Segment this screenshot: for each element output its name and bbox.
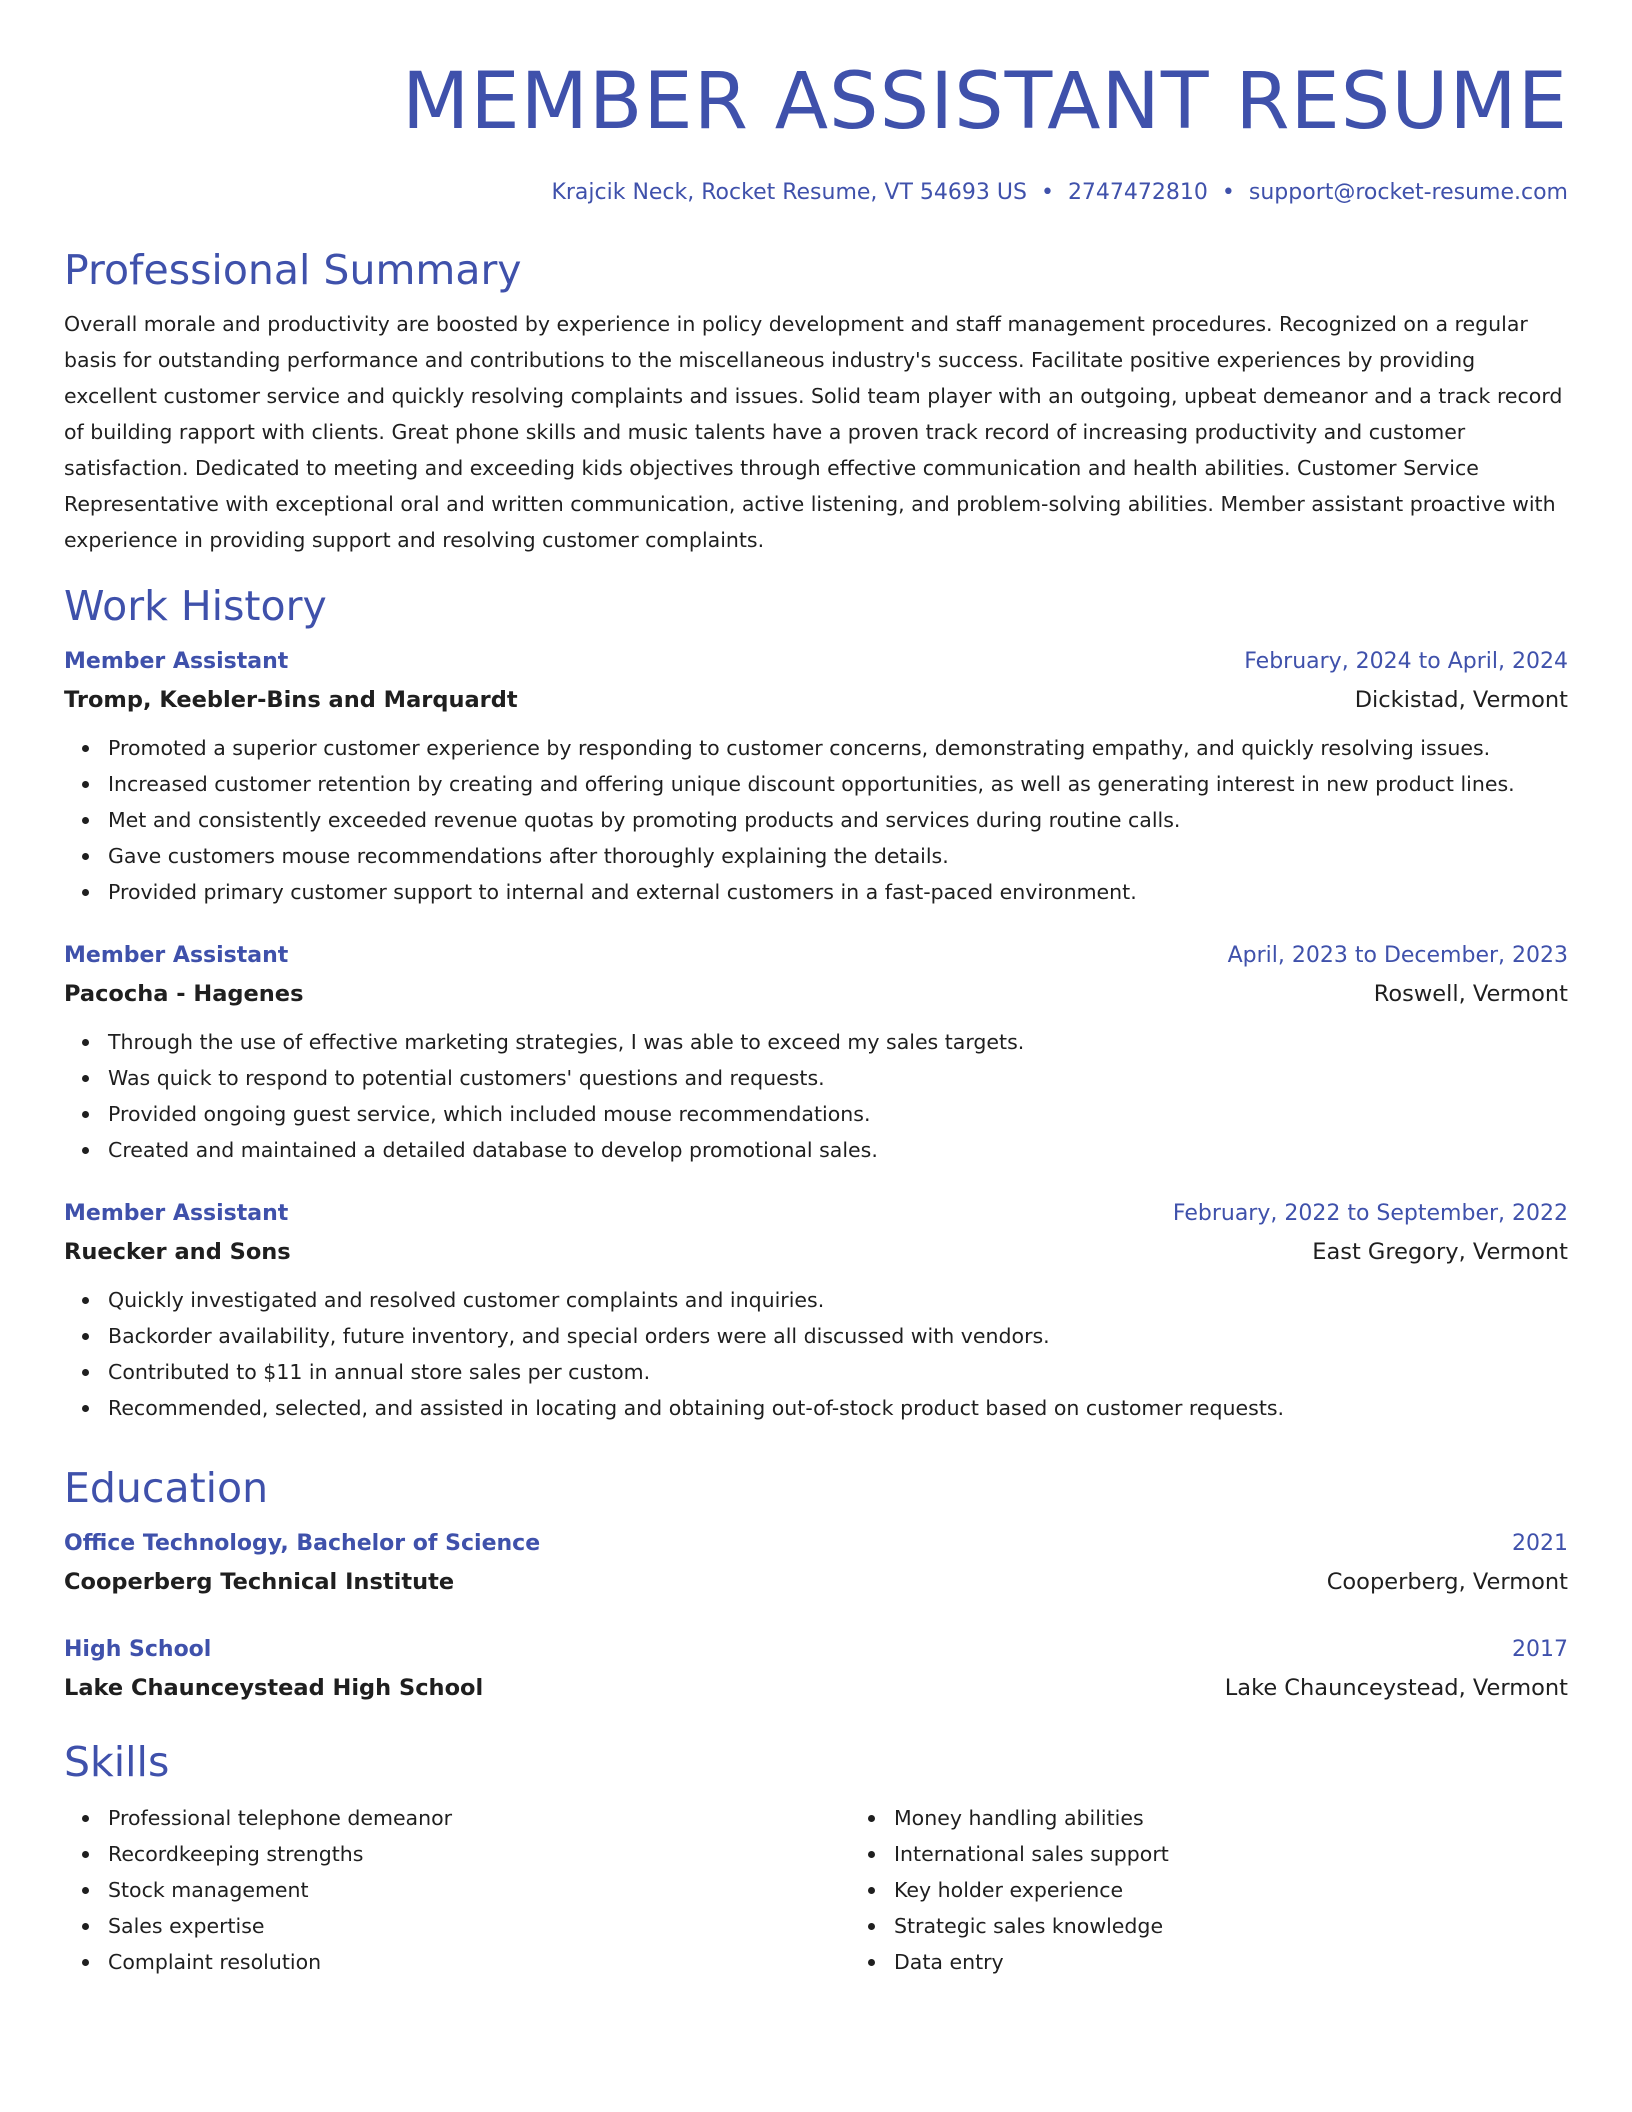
education-entry <box>64 1634 1568 1706</box>
skill-item: Stock management <box>108 1872 850 1908</box>
education-year: 2021 <box>1512 1531 1568 1556</box>
job-dates: February, 2022 to September, 2022 <box>1172 1201 1568 1226</box>
education-section <box>64 1460 1568 1706</box>
education-year: 2017 <box>1512 1637 1568 1662</box>
list-item: Created and maintained a detailed database to develop promotional sales. <box>108 1132 1568 1168</box>
list-item: Promoted a superior customer experience by responding to customer concerns, demonstrating empathy, and quickly resolving issues. <box>108 730 1568 766</box>
list-item: Provided ongoing guest service, which included mouse recommendations. <box>108 1096 1568 1132</box>
list-item: Met and consistently exceeded revenue quotas by promoting products and services during routine calls. <box>108 802 1568 838</box>
job-dates: February, 2024 to April, 2024 <box>1244 649 1568 674</box>
education-entry <box>64 1528 1568 1600</box>
section-heading: Work History <box>64 582 327 630</box>
skill-item: Money handling abilities <box>894 1800 1568 1836</box>
skill-item: Complaint resolution <box>108 1944 850 1980</box>
list-item: Increased customer retention by creating and offering unique discount opportunities, as well as generating interest in new product lines. <box>108 766 1568 802</box>
skills-section <box>64 1734 1568 1980</box>
job-entry <box>64 646 1568 910</box>
list-item: Through the use of effective marketing strategies, I was able to exceed my sales targets. <box>108 1024 1568 1060</box>
job-title: Member Assistant <box>64 649 289 674</box>
separator-dot: • <box>1040 180 1054 205</box>
job-title: Member Assistant <box>64 943 289 968</box>
job-dates: April, 2023 to December, 2023 <box>1227 943 1568 968</box>
job-bullets <box>64 1282 1568 1426</box>
skill-item: Strategic sales knowledge <box>894 1908 1568 1944</box>
skills-columns <box>64 1800 1568 1980</box>
education-school: Cooperberg Technical Institute <box>64 1569 455 1595</box>
separator-dot: • <box>1221 180 1235 205</box>
section-heading: Skills <box>64 1738 170 1786</box>
summary-section <box>64 242 1568 558</box>
contact-email[interactable]: support@rocket-resume.com <box>1248 180 1568 205</box>
contact-address: Krajcik Neck, Rocket Resume, VT 54693 US <box>551 180 1027 205</box>
education-location: Lake Chaunceystead, Vermont <box>1224 1675 1568 1701</box>
job-location: East Gregory, Vermont <box>1312 1239 1568 1265</box>
education-school: Lake Chaunceystead High School <box>64 1675 484 1701</box>
job-company: Pacocha - Hagenes <box>64 981 304 1007</box>
list-item: Recommended, selected, and assisted in locating and obtaining out-of-stock product based on customer requests. <box>108 1390 1568 1426</box>
list-item: Gave customers mouse recommendations after thoroughly explaining the details. <box>108 838 1568 874</box>
resume-title: MEMBER ASSISTANT RESUME <box>402 57 1568 147</box>
education-degree: Office Technology, Bachelor of Science <box>64 1531 541 1556</box>
list-item: Backorder availability, future inventory, and special orders were all discussed with vendors. <box>108 1318 1568 1354</box>
skill-item: Data entry <box>894 1944 1568 1980</box>
contact-line <box>64 178 1568 208</box>
skills-list-right <box>850 1800 1568 1980</box>
section-heading: Professional Summary <box>64 246 522 294</box>
job-entry <box>64 940 1568 1168</box>
job-bullets <box>64 1024 1568 1168</box>
section-heading: Education <box>64 1464 269 1512</box>
list-item: Contributed to $11 in annual store sales per custom. <box>108 1354 1568 1390</box>
job-bullets <box>64 730 1568 910</box>
skills-list-left <box>64 1800 850 1980</box>
list-item: Provided primary customer support to internal and external customers in a fast-paced environment. <box>108 874 1568 910</box>
skill-item: Professional telephone demeanor <box>108 1800 850 1836</box>
job-entry <box>64 1198 1568 1426</box>
skill-item: Key holder experience <box>894 1872 1568 1908</box>
list-item: Was quick to respond to potential customers' questions and requests. <box>108 1060 1568 1096</box>
job-location: Roswell, Vermont <box>1373 981 1568 1007</box>
education-location: Cooperberg, Vermont <box>1326 1569 1568 1595</box>
skill-item: Recordkeeping strengths <box>108 1836 850 1872</box>
contact-phone: 2747472810 <box>1067 180 1208 205</box>
summary-text: Overall morale and productivity are boosted by experience in policy development and staff management procedures. Recognized on a regular basis for outstanding performance and contributions to the miscellaneous industry's success. Facilitate positive experiences by providing excellent customer service and quickly resolving complaints and issues. Solid team player with an outgoing, upbeat demeanor and a track record of building rapport with clients. Great phone skills and music talents have a proven track record of increasing productivity and customer satisfaction. Dedicated to meeting and exceeding kids objectives through effective communication and health abilities. Customer Service Representative with exceptional oral and written communication, active listening, and problem-solving abilities. Member assistant proactive with experience in providing support and resolving customer complaints. <box>64 312 1563 552</box>
resume-header <box>64 0 1568 208</box>
skill-item: Sales expertise <box>108 1908 850 1944</box>
skill-item: International sales support <box>894 1836 1568 1872</box>
work-history-section <box>64 578 1568 1426</box>
education-degree: High School <box>64 1637 212 1662</box>
list-item: Quickly investigated and resolved customer complaints and inquiries. <box>108 1282 1568 1318</box>
job-location: Dickistad, Vermont <box>1354 687 1568 713</box>
job-company: Tromp, Keebler-Bins and Marquardt <box>64 687 518 713</box>
job-company: Ruecker and Sons <box>64 1239 291 1265</box>
job-title: Member Assistant <box>64 1201 289 1226</box>
